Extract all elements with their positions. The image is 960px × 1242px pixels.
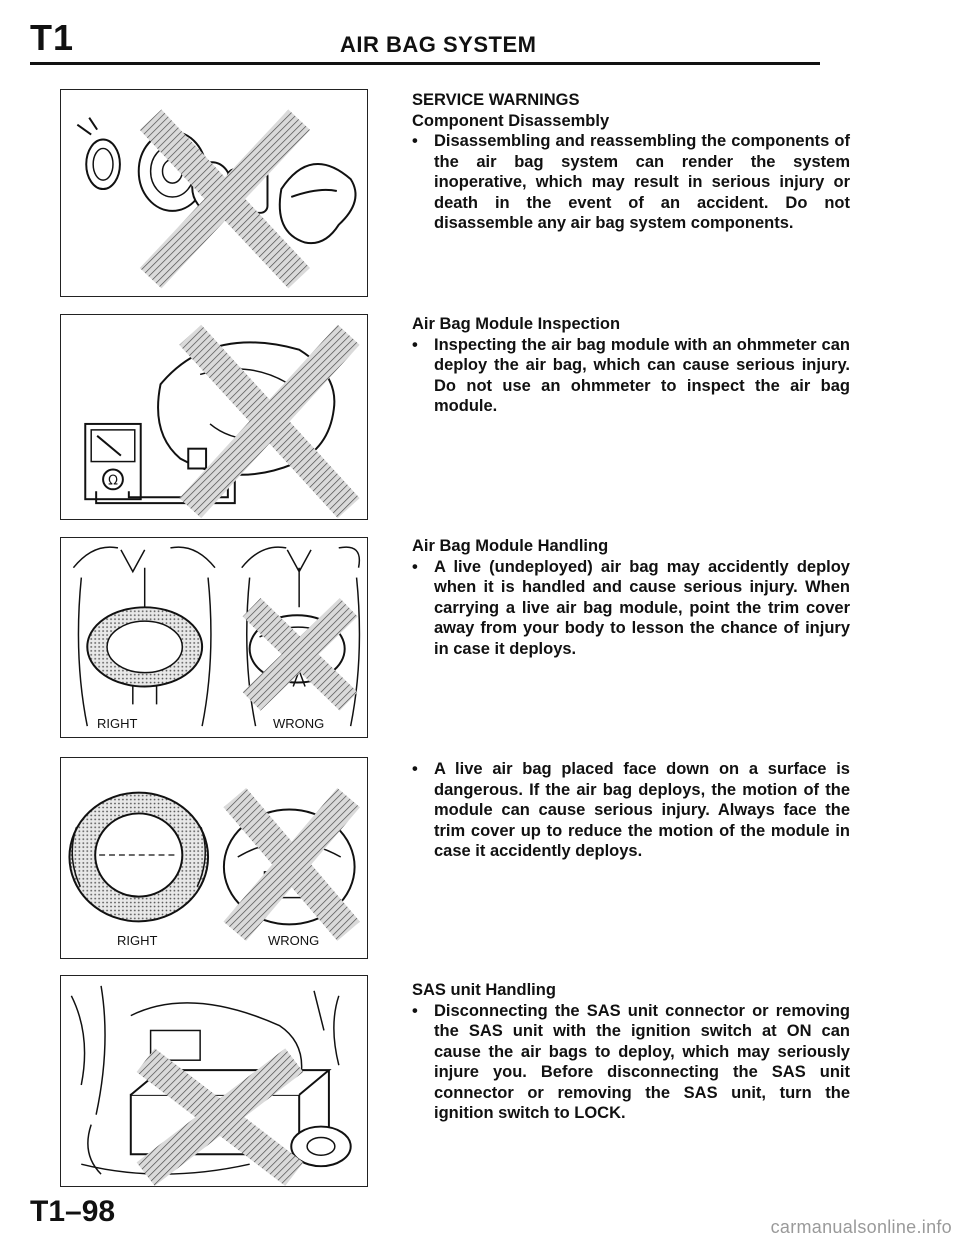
bullet-item xyxy=(412,557,850,660)
subsection-heading: Air Bag Module Handling xyxy=(412,537,609,555)
right-label: RIGHT xyxy=(117,933,158,948)
bullet-dot: • xyxy=(412,557,418,576)
bullet-item xyxy=(412,759,850,862)
page-title: AIR BAG SYSTEM xyxy=(340,32,537,57)
section-module-handling xyxy=(412,536,850,659)
section-heading: SERVICE WARNINGS xyxy=(412,91,580,109)
figure-module-handling xyxy=(60,537,368,738)
bullet-item xyxy=(412,1001,850,1124)
section-code: T1 xyxy=(30,17,75,58)
wrong-label: WRONG xyxy=(273,716,325,731)
bullet-item xyxy=(412,335,850,417)
bullet-dot: • xyxy=(412,760,418,778)
section-service-warnings xyxy=(412,90,850,234)
bullet-item xyxy=(412,131,850,234)
bullet-dot: • xyxy=(412,132,418,150)
module-handling-illustration xyxy=(61,538,367,737)
bullet-dot: • xyxy=(412,1001,418,1020)
figure-sas-unit-handling xyxy=(60,975,368,1187)
section-module-placement xyxy=(412,759,850,862)
component-disassembly-illustration xyxy=(61,90,367,296)
wrong-label: WRONG xyxy=(268,933,320,948)
bullet-text: Disconnecting the SAS unit connector or removing the SAS unit with the ignition switch at ON can cause the air bags to deploy, which may seriously injure you. Before disconnecting the SAS unit connector or removing the SAS unit, turn the ignition switch to LOCK. xyxy=(434,1001,850,1122)
module-placement-illustration xyxy=(61,758,367,958)
module-inspection-illustration xyxy=(61,315,367,519)
svg-text:Ω: Ω xyxy=(108,473,118,489)
figure-module-inspection xyxy=(60,314,368,520)
section-module-inspection xyxy=(412,314,850,417)
sas-unit-illustration xyxy=(61,976,367,1186)
page-number: T1–98 xyxy=(30,1195,116,1228)
bullet-text: Inspecting the air bag module with an ohmmeter can deploy the air bag, which can cause serious injury. Do not use an ohmmeter to inspect the air bag module. xyxy=(434,335,850,415)
figure-component-disassembly xyxy=(60,89,368,297)
right-label: RIGHT xyxy=(97,716,138,731)
bullet-text: A live air bag placed face down on a surface is dangerous. If the air bag deploys, the motion of the module can cause serious injury. Always face the trim cover up to reduce the motion of the module in case it accidently deploys. xyxy=(434,760,850,860)
bullet-text: Disassembling and reassembling the components of the air bag system can render the system inoperative, which may result in serious injury or death in the event of an accident. Do not disassemble any air bag system components. xyxy=(434,132,850,232)
subsection-heading: Component Disassembly xyxy=(412,111,610,130)
figure-module-placement xyxy=(60,757,368,959)
subsection-heading: Air Bag Module Inspection xyxy=(412,315,621,333)
footer-watermark: carmanualsonline.info xyxy=(770,1217,952,1237)
header-rule xyxy=(30,62,820,65)
subsection-heading: SAS unit Handling xyxy=(412,981,556,999)
bullet-text: A live (undeployed) air bag may accidently deploy when it is handled and cause serious injury. When carrying a live air bag module, point the trim cover away from your body to lesson the chance of injury in case it deploys. xyxy=(434,557,850,658)
bullet-dot: • xyxy=(412,335,418,354)
section-sas-unit-handling xyxy=(412,980,850,1124)
